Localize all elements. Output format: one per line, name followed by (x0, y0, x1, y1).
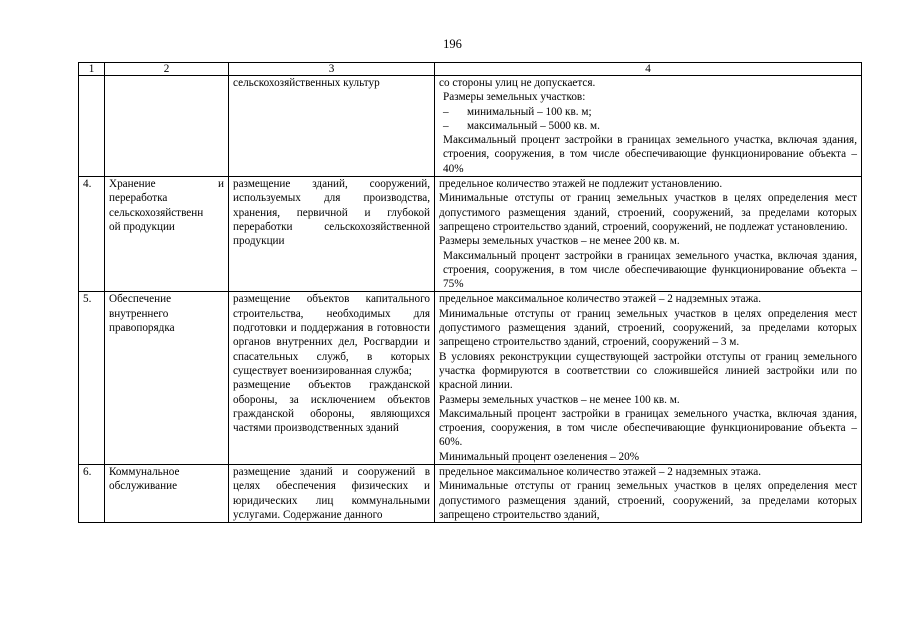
parameter-paragraph: со стороны улиц не допускается. (439, 77, 596, 89)
table-row (79, 177, 862, 292)
use-type-word: и (218, 178, 224, 191)
parameter-paragraph: Размеры земельных участков: (443, 91, 586, 104)
use-type-line: Коммунальное (109, 466, 180, 479)
parameter-list-item (439, 119, 857, 133)
column-header-3: 3 (229, 63, 435, 76)
use-type-line (109, 177, 224, 191)
column-header-4: 4 (435, 63, 862, 76)
zoning-regulations-table (78, 62, 862, 523)
row-number-cell: 6. (79, 465, 105, 523)
use-type-cell (105, 76, 229, 177)
table-row (79, 292, 862, 465)
parameter-paragraph: Минимальный процент озеленения – 20% (439, 450, 640, 463)
parameter-paragraph: предельное максимальное количество этажей – 2 надземных этажа. (439, 466, 762, 479)
use-description-paragraph: сельскохозяйственных культур (233, 77, 380, 89)
dash-bullet-icon: – (443, 119, 449, 132)
parameters-cell (435, 292, 862, 465)
row-number-cell: 5. (79, 292, 105, 465)
parameters-cell (435, 465, 862, 523)
dash-bullet-icon: – (443, 105, 449, 118)
use-type-cell (105, 177, 229, 292)
parameter-paragraph: Размеры земельных участков – не менее 200 кв. м. (439, 235, 680, 248)
parameter-list-item (439, 105, 857, 119)
table-row (79, 76, 862, 177)
use-type-line: обслуживание (109, 480, 178, 493)
use-type-line: ой продукции (109, 220, 175, 233)
parameter-paragraph: В условиях реконструкции существующей застройки отступы от границ земельного участка формируются в соответствии со сложившейся линией застройки или по красной линии. (439, 350, 857, 392)
parameter-paragraph: Максимальный процент застройки в границах земельного участка, включая здания, строения, сооружения, в том числе обеспечивающие функционирование объекта – 60%. (439, 407, 857, 449)
parameter-paragraph: Размеры земельных участков – не менее 100 кв. м. (439, 393, 680, 406)
parameter-list-item-text: минимальный – 100 кв. м; (467, 105, 592, 118)
parameter-paragraph: Минимальные отступы от границ земельных участков в целях определения мест допустимого размещения зданий, строений, сооружений, за пределами которых запрещено строительство зданий, (439, 480, 857, 521)
use-description-cell (229, 76, 435, 177)
use-description-paragraph: размещение зданий и сооружений в целях обеспечения физических и юридических лиц коммунальными услугами. Содержание данного (233, 466, 430, 521)
parameter-paragraph: предельное максимальное количество этажей – 2 надземных этажа. (439, 293, 762, 306)
use-description-cell (229, 465, 435, 523)
parameter-paragraph: предельное количество этажей не подлежит установлению. (439, 178, 723, 191)
table-row (79, 465, 862, 523)
use-description-paragraph: размещение объектов капитального строительства, необходимых для подготовки и поддержания в готовности органов внутренних дел, Росгвардии и спасательных служб, в которых существует военизированная служба; (233, 293, 430, 377)
use-description-paragraph: размещение объектов гражданской обороны, за исключением объектов гражданской обороны, являющихся частями производственных зданий (233, 379, 430, 435)
use-description-paragraph: размещение зданий, сооружений, используемых для производства, хранения, первичной и глубокой переработки сельскохозяйственной продукции (233, 178, 430, 248)
table-header-row (79, 63, 862, 76)
row-number-cell (79, 76, 105, 177)
use-type-line: Обеспечение (109, 293, 172, 306)
row-number-cell: 4. (79, 177, 105, 292)
use-type-line: сельскохозяйственн (109, 206, 204, 219)
use-type-word: Хранение (109, 178, 156, 191)
column-header-1: 1 (79, 63, 105, 76)
use-description-cell (229, 292, 435, 465)
parameter-list-item-text: максимальный – 5000 кв. м. (467, 119, 600, 132)
parameter-paragraph: Максимальный процент застройки в границах земельного участка, включая здания, строения, сооружения, в том числе обеспечивающие функционирование объекта – 75% (443, 249, 857, 291)
parameter-paragraph: Максимальный процент застройки в границах земельного участка, включая здания, строения, сооружения, в том числе обеспечивающие функционирование объекта – 40% (443, 134, 857, 175)
use-type-line: правопорядка (109, 322, 175, 335)
column-header-2: 2 (105, 63, 229, 76)
parameters-cell (435, 76, 862, 177)
parameter-paragraph: Минимальные отступы от границ земельных участков в целях определения мест допустимого размещения зданий, строений, сооружений, за пределами которых запрещено строительство зданий, строений, сооружений – 3 м. (439, 307, 857, 349)
use-type-cell (105, 465, 229, 523)
parameter-paragraph: Минимальные отступы от границ земельных участков в целях определения мест допустимого размещения зданий, строений, сооружений, за пределами которых запрещено строительство зданий, строений, сооружений, не подлежат установлению. (439, 192, 857, 233)
use-type-cell (105, 292, 229, 465)
use-type-line: переработка (109, 192, 168, 205)
use-description-cell (229, 177, 435, 292)
parameters-cell (435, 177, 862, 292)
use-type-line: внутреннего (109, 307, 169, 320)
page-number: 196 (443, 37, 462, 51)
